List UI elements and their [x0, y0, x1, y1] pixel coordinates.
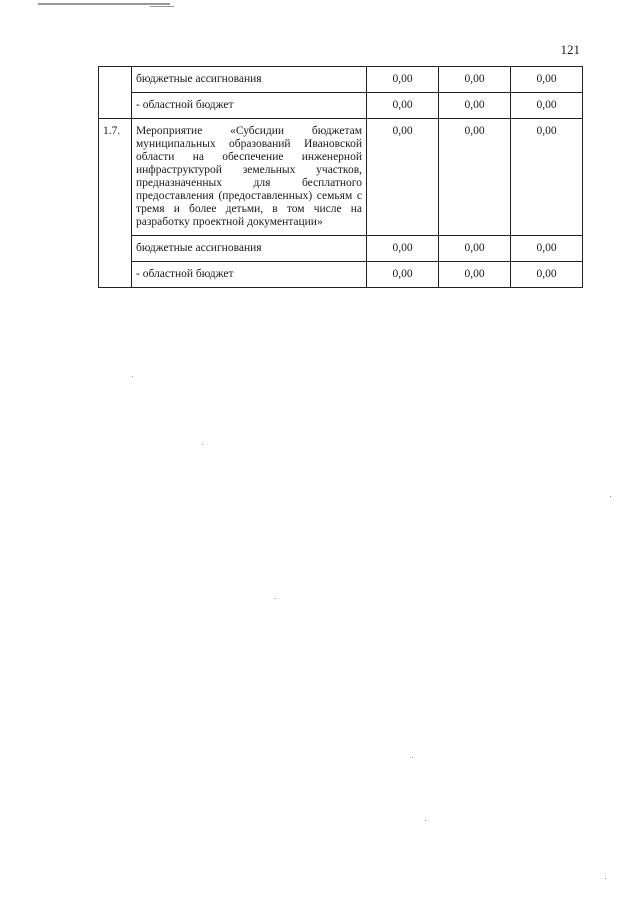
- table-row: [99, 262, 583, 288]
- scan-edge-mark: [38, 3, 170, 5]
- value-cell-1: 0,00: [367, 67, 439, 93]
- value-cell-3: 0,00: [511, 93, 583, 119]
- scan-speck: [132, 376, 133, 377]
- value-cell-3: 0,00: [511, 67, 583, 93]
- value-cell-2: 0,00: [439, 262, 511, 288]
- budget-table: [98, 66, 583, 288]
- value-cell-1: 0,00: [367, 93, 439, 119]
- value-cell-3: 0,00: [511, 236, 583, 262]
- value-cell-2: 0,00: [439, 236, 511, 262]
- row-label-cell: бюджетные ассигнования: [132, 67, 367, 93]
- scan-speck: [202, 444, 203, 445]
- scan-speck: [425, 820, 426, 821]
- scan-edge-mark-short: [150, 6, 174, 7]
- value-cell-2: 0,00: [439, 67, 511, 93]
- value-cell-3: 0,00: [511, 119, 583, 236]
- table-row: [99, 236, 583, 262]
- page-number: 121: [560, 42, 580, 57]
- value-cell-1: 0,00: [367, 119, 439, 236]
- scan-speck: [605, 878, 606, 879]
- value-cell-2: 0,00: [439, 93, 511, 119]
- scan-speck: [412, 757, 413, 758]
- measure-description-cell: Мероприятие «Субсидии бюджетам муниципальных образований Ивановской области на обеспечение инженерной инфраструктурой земельных участков, предназначенных для бесплатного предоставления (предоставленных) семьям с тремя и более детьми, в том числе на разработку проектной документации»: [132, 119, 367, 236]
- row-label-cell: - областной бюджет: [132, 93, 367, 119]
- row-number-cell: 1.7.: [99, 119, 132, 288]
- value-cell-1: 0,00: [367, 262, 439, 288]
- table-row: [99, 93, 583, 119]
- value-cell-1: 0,00: [367, 236, 439, 262]
- row-number-cell: [99, 67, 132, 119]
- row-label-cell: - областной бюджет: [132, 262, 367, 288]
- scan-speck: [610, 496, 611, 497]
- table-row: [99, 119, 583, 236]
- row-label-cell: бюджетные ассигнования: [132, 236, 367, 262]
- value-cell-2: 0,00: [439, 119, 511, 236]
- scan-speck: [275, 598, 276, 599]
- value-cell-3: 0,00: [511, 262, 583, 288]
- table-row: [99, 67, 583, 93]
